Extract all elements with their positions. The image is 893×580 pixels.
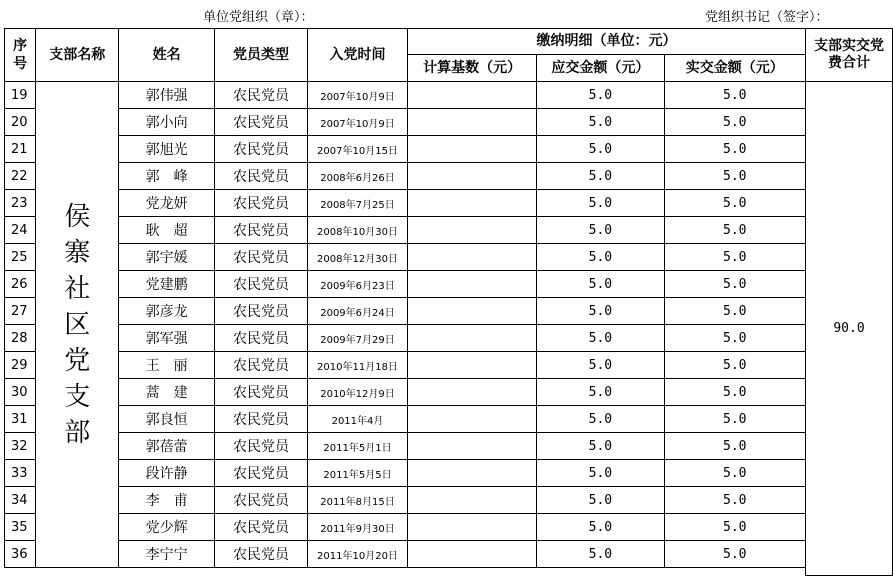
member-type-cell: 农民党员 (215, 406, 308, 433)
table-row (5, 406, 806, 433)
base-cell (407, 298, 536, 325)
seq-header: 序号 (5, 29, 36, 82)
paid-amount-cell: 5.0 (664, 487, 805, 514)
member-name-cell: 耿 超 (119, 217, 215, 244)
due-amount-cell: 5.0 (537, 460, 664, 487)
branch-total-value: 90.0 (806, 82, 893, 576)
due-header: 应交金额（元） (537, 55, 664, 82)
member-type-cell: 农民党员 (215, 298, 308, 325)
table-row (5, 487, 806, 514)
table-row (5, 541, 806, 568)
seq-cell: 19 (5, 82, 36, 109)
due-amount-cell: 5.0 (537, 136, 664, 163)
due-amount-cell: 5.0 (537, 487, 664, 514)
seq-cell: 25 (5, 244, 36, 271)
branch-header: 支部名称 (36, 29, 119, 82)
paid-amount-cell: 5.0 (664, 82, 805, 109)
base-cell (407, 487, 536, 514)
due-amount-cell: 5.0 (537, 379, 664, 406)
member-name-cell: 党龙妍 (119, 190, 215, 217)
due-amount-cell: 5.0 (537, 352, 664, 379)
table-row (5, 217, 806, 244)
table-body (5, 82, 806, 568)
member-type-cell: 农民党员 (215, 541, 308, 568)
paid-amount-cell: 5.0 (664, 460, 805, 487)
paid-amount-cell: 5.0 (664, 271, 805, 298)
join-date-header: 入党时间 (308, 29, 408, 82)
paid-amount-cell: 5.0 (664, 379, 805, 406)
member-type-cell: 农民党员 (215, 109, 308, 136)
member-type-cell: 农民党员 (215, 190, 308, 217)
table-row (5, 163, 806, 190)
base-cell (407, 460, 536, 487)
join-date-cell: 2008年6月26日 (308, 163, 408, 190)
base-cell (407, 271, 536, 298)
join-date-cell: 2011年10月20日 (308, 541, 408, 568)
due-amount-cell: 5.0 (537, 163, 664, 190)
seq-cell: 32 (5, 433, 36, 460)
member-type-cell: 农民党员 (215, 460, 308, 487)
seq-cell: 24 (5, 217, 36, 244)
paid-amount-cell: 5.0 (664, 136, 805, 163)
join-date-cell: 2008年7月25日 (308, 190, 408, 217)
member-type-cell: 农民党员 (215, 136, 308, 163)
join-date-cell: 2008年12月30日 (308, 244, 408, 271)
table-row (5, 82, 806, 109)
base-cell (407, 109, 536, 136)
seq-cell: 34 (5, 487, 36, 514)
paid-amount-cell: 5.0 (664, 352, 805, 379)
table-row (5, 190, 806, 217)
member-type-cell: 农民党员 (215, 244, 308, 271)
join-date-cell: 2007年10月9日 (308, 82, 408, 109)
join-date-cell: 2010年11月18日 (308, 352, 408, 379)
seq-cell: 30 (5, 379, 36, 406)
due-amount-cell: 5.0 (537, 325, 664, 352)
member-name-cell: 李 甫 (119, 487, 215, 514)
form-header (0, 0, 893, 28)
join-date-cell: 2009年6月23日 (308, 271, 408, 298)
paid-amount-cell: 5.0 (664, 514, 805, 541)
seq-cell: 29 (5, 352, 36, 379)
paid-amount-cell: 5.0 (664, 541, 805, 568)
base-cell (407, 190, 536, 217)
paid-amount-cell: 5.0 (664, 163, 805, 190)
member-name-cell: 郭宇媛 (119, 244, 215, 271)
seq-cell: 36 (5, 541, 36, 568)
join-date-cell: 2007年10月9日 (308, 109, 408, 136)
paid-amount-cell: 5.0 (664, 190, 805, 217)
member-name-cell: 郭蓓蕾 (119, 433, 215, 460)
join-date-cell: 2011年5月5日 (308, 460, 408, 487)
due-amount-cell: 5.0 (537, 514, 664, 541)
member-type-header: 党员类型 (215, 29, 308, 82)
member-name-cell: 王 丽 (119, 352, 215, 379)
seq-cell: 20 (5, 109, 36, 136)
seq-cell: 27 (5, 298, 36, 325)
base-cell (407, 541, 536, 568)
branch-total-header: 支部实交党费合计 (806, 29, 893, 82)
payment-detail-header: 缴纳明细（单位：元） (407, 29, 805, 55)
member-name-cell: 党建鹏 (119, 271, 215, 298)
member-name-cell: 党少辉 (119, 514, 215, 541)
table-row (5, 352, 806, 379)
member-name-cell: 郭军强 (119, 325, 215, 352)
seq-cell: 23 (5, 190, 36, 217)
member-type-cell: 农民党员 (215, 514, 308, 541)
seq-cell: 35 (5, 514, 36, 541)
member-type-cell: 农民党员 (215, 433, 308, 460)
base-cell (407, 82, 536, 109)
paid-amount-cell: 5.0 (664, 433, 805, 460)
seq-cell: 26 (5, 271, 36, 298)
due-amount-cell: 5.0 (537, 217, 664, 244)
paid-header: 实交金额（元） (664, 55, 805, 82)
member-name-cell: 蒿 建 (119, 379, 215, 406)
base-cell (407, 217, 536, 244)
paid-amount-cell: 5.0 (664, 325, 805, 352)
due-amount-cell: 5.0 (537, 271, 664, 298)
base-cell (407, 325, 536, 352)
branch-name-cell (36, 82, 119, 568)
table-row (5, 271, 806, 298)
join-date-cell: 2008年10月30日 (308, 217, 408, 244)
due-amount-cell: 5.0 (537, 82, 664, 109)
table-row (5, 325, 806, 352)
party-fee-table (4, 28, 806, 568)
member-name-cell: 郭伟强 (119, 82, 215, 109)
base-cell (407, 514, 536, 541)
table-row (5, 460, 806, 487)
due-amount-cell: 5.0 (537, 541, 664, 568)
due-amount-cell: 5.0 (537, 109, 664, 136)
paid-amount-cell: 5.0 (664, 217, 805, 244)
member-type-cell: 农民党员 (215, 352, 308, 379)
table-row (5, 433, 806, 460)
join-date-cell: 2007年10月15日 (308, 136, 408, 163)
base-cell (407, 244, 536, 271)
due-amount-cell: 5.0 (537, 190, 664, 217)
member-name-cell: 段许静 (119, 460, 215, 487)
table-row (5, 109, 806, 136)
seq-cell: 22 (5, 163, 36, 190)
join-date-cell: 2010年12月9日 (308, 379, 408, 406)
seq-cell: 31 (5, 406, 36, 433)
member-name-cell: 李宁宁 (119, 541, 215, 568)
member-name-cell: 郭彦龙 (119, 298, 215, 325)
member-name-cell: 郭旭光 (119, 136, 215, 163)
member-type-cell: 农民党员 (215, 163, 308, 190)
join-date-cell: 2011年8月15日 (308, 487, 408, 514)
paid-amount-cell: 5.0 (664, 406, 805, 433)
due-amount-cell: 5.0 (537, 406, 664, 433)
secretary-signature-label: 党组织书记（签字）： (705, 10, 829, 25)
base-cell (407, 433, 536, 460)
table-row (5, 514, 806, 541)
seq-cell: 28 (5, 325, 36, 352)
member-name-cell: 郭小向 (119, 109, 215, 136)
base-cell (407, 406, 536, 433)
unit-organization-label: 单位党组织（章）： (203, 10, 314, 25)
join-date-cell: 2011年5月1日 (308, 433, 408, 460)
table-row (5, 136, 806, 163)
paid-amount-cell: 5.0 (664, 109, 805, 136)
paid-amount-cell: 5.0 (664, 298, 805, 325)
due-amount-cell: 5.0 (537, 244, 664, 271)
base-cell (407, 379, 536, 406)
base-cell (407, 352, 536, 379)
base-header: 计算基数（元） (407, 55, 536, 82)
base-cell (407, 136, 536, 163)
member-type-cell: 农民党员 (215, 379, 308, 406)
member-type-cell: 农民党员 (215, 82, 308, 109)
member-type-cell: 农民党员 (215, 217, 308, 244)
base-cell (407, 163, 536, 190)
table-row (5, 244, 806, 271)
member-name-cell: 郭良恒 (119, 406, 215, 433)
due-amount-cell: 5.0 (537, 433, 664, 460)
seq-cell: 33 (5, 460, 36, 487)
branch-name-text: 侯寨社区党支部 (64, 201, 91, 448)
paid-amount-cell: 5.0 (664, 244, 805, 271)
member-name-cell: 郭 峰 (119, 163, 215, 190)
table-row (5, 379, 806, 406)
member-type-cell: 农民党员 (215, 271, 308, 298)
name-header: 姓名 (119, 29, 215, 82)
join-date-cell: 2011年4月 (308, 406, 408, 433)
join-date-cell: 2009年6月24日 (308, 298, 408, 325)
join-date-cell: 2009年7月29日 (308, 325, 408, 352)
branch-total-table (805, 28, 893, 576)
join-date-cell: 2011年9月30日 (308, 514, 408, 541)
seq-cell: 21 (5, 136, 36, 163)
due-amount-cell: 5.0 (537, 298, 664, 325)
member-type-cell: 农民党员 (215, 325, 308, 352)
member-type-cell: 农民党员 (215, 487, 308, 514)
table-row (5, 298, 806, 325)
